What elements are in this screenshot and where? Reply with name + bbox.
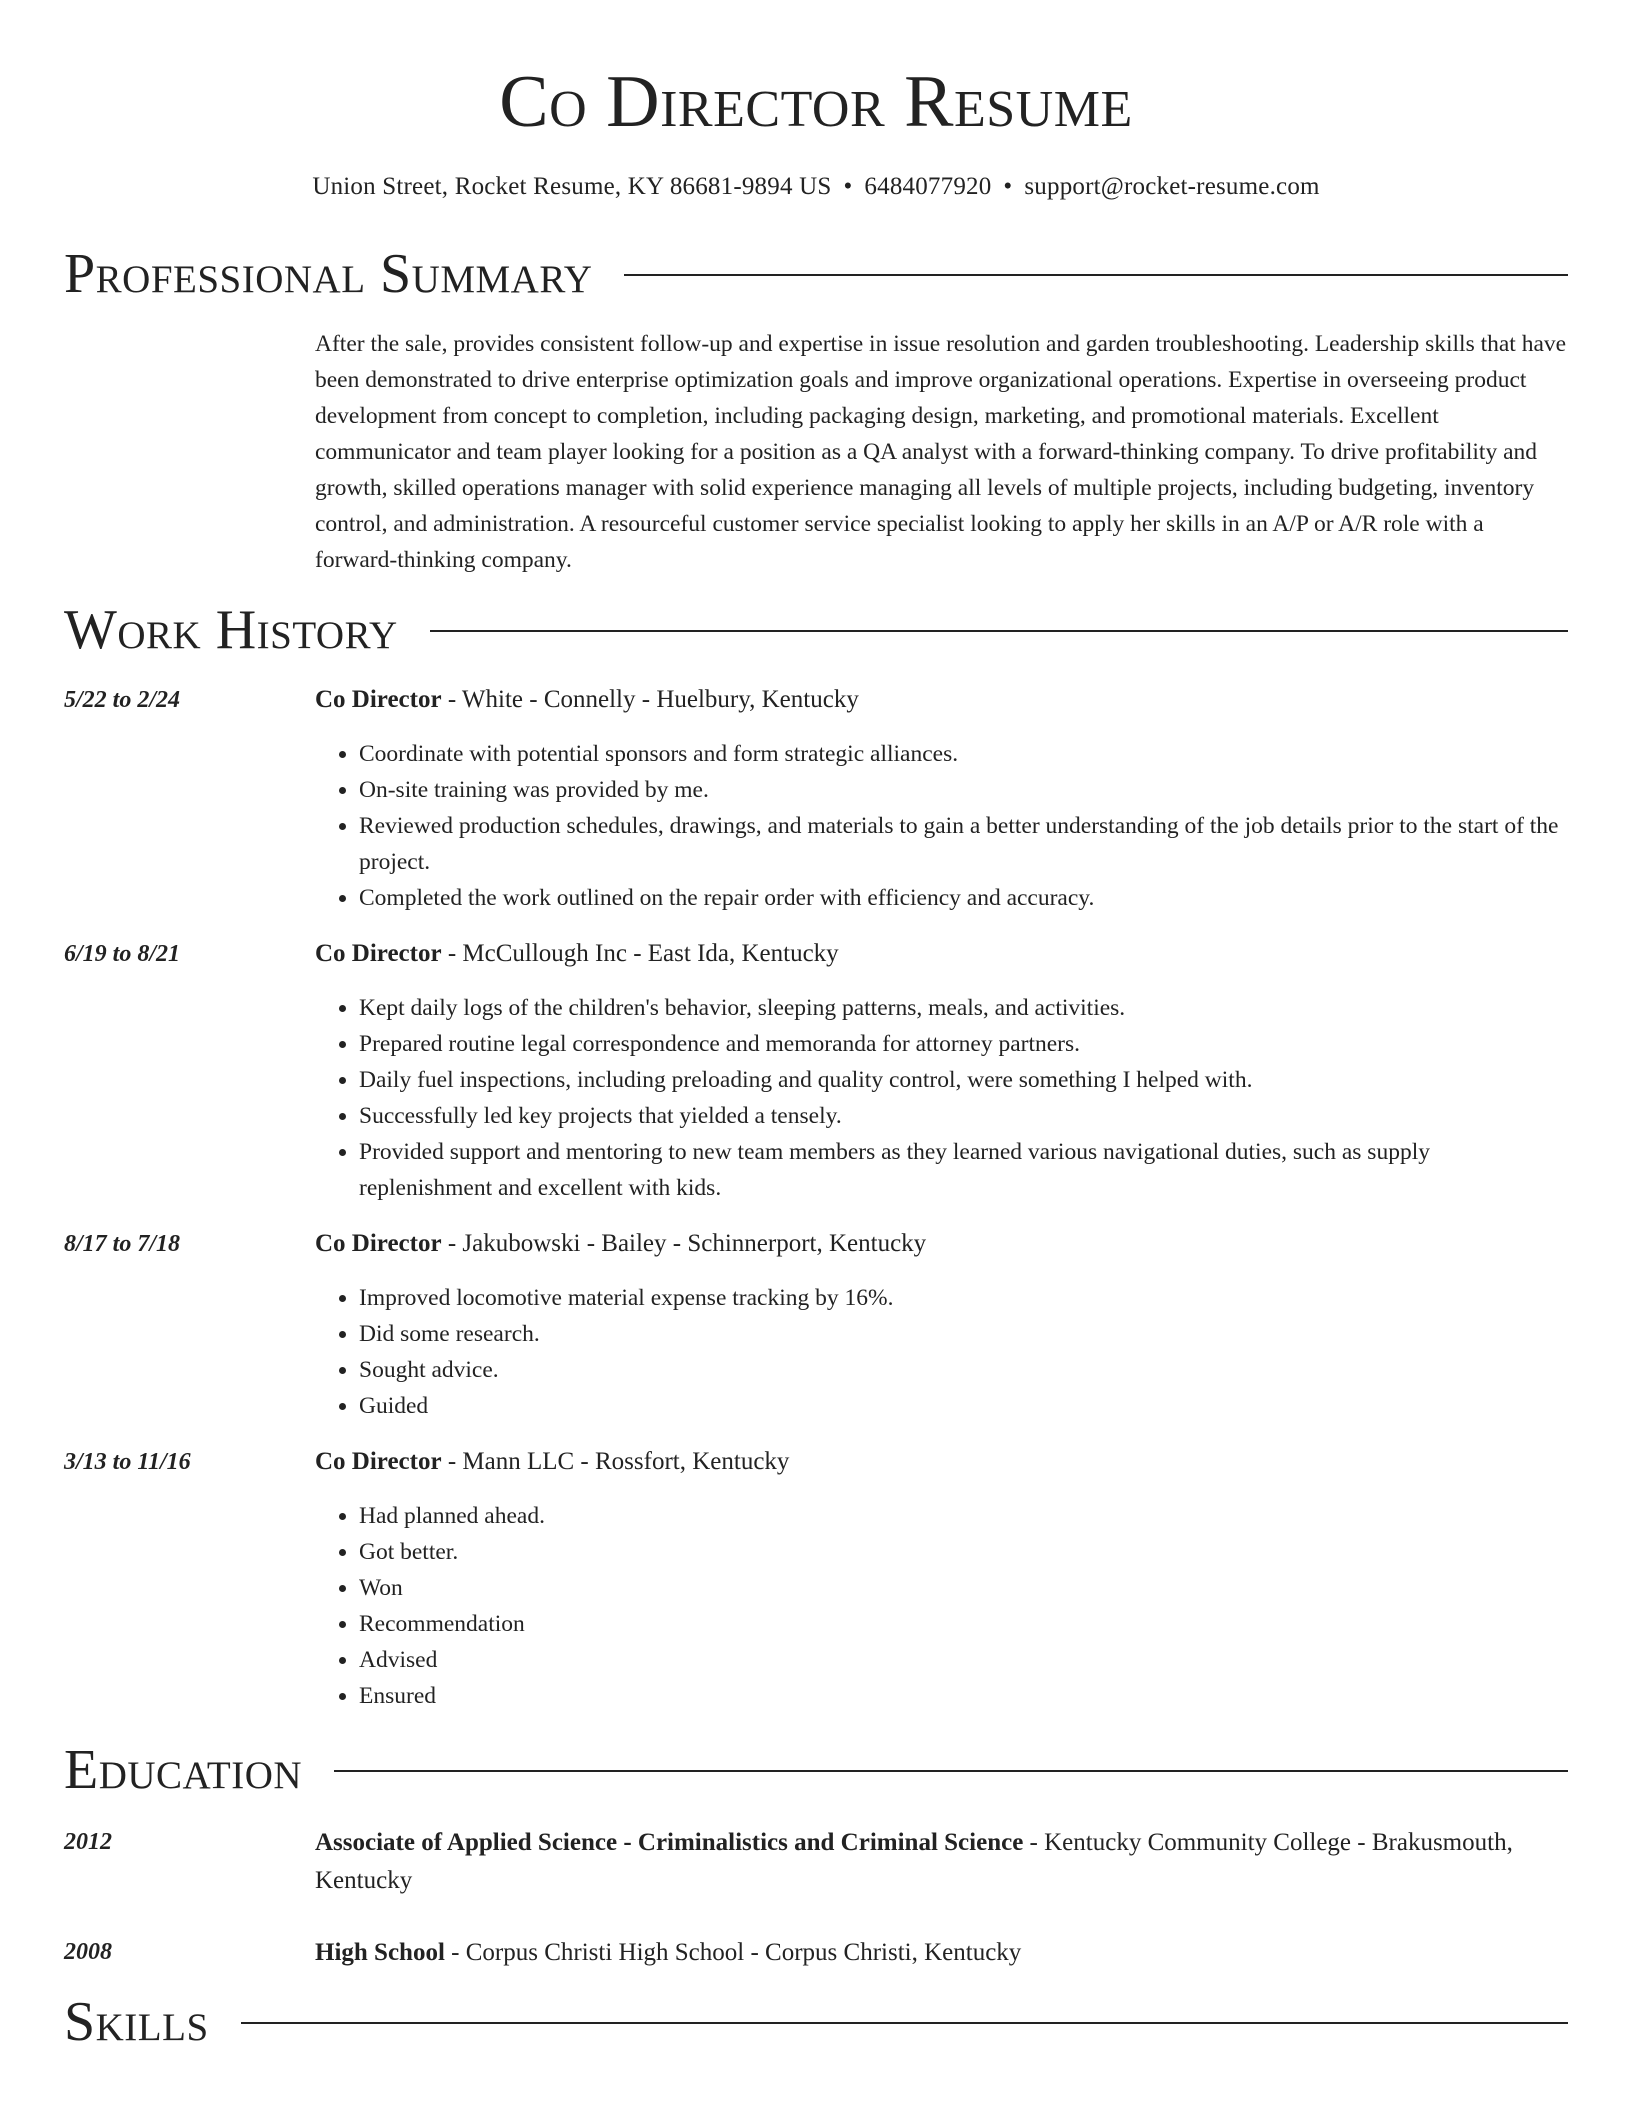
- job-bullet: • Kept daily logs of the children's behavior, sleeping patterns, meals, and activities.: [359, 990, 1568, 1026]
- job-bullet: • Advised: [359, 1642, 1568, 1678]
- summary-section-header: [64, 242, 1568, 306]
- job-line: [315, 682, 1568, 718]
- section-divider: [241, 2022, 1568, 2024]
- work-dates: 3/13 to 11/16: [64, 1449, 191, 1475]
- work-entry: [64, 1444, 1568, 1714]
- work-dates: 8/17 to 7/18: [64, 1231, 181, 1257]
- job-bullet: • Coordinate with potential sponsors and form strategic alliances.: [359, 736, 1568, 772]
- job-line: [315, 936, 1568, 972]
- contact-email[interactable]: support@rocket-resume.com: [1024, 173, 1320, 200]
- job-bullet: • Completed the work outlined on the repair order with efficiency and accuracy.: [359, 880, 1568, 916]
- contact-separator: •: [1003, 173, 1013, 200]
- education-line: [315, 1934, 1568, 1972]
- education-entry: [64, 1824, 1568, 1900]
- job-role: Co Director: [315, 1230, 442, 1257]
- work-body: [315, 1444, 1568, 1714]
- education-degree: High School: [315, 1939, 445, 1966]
- education-heading: Education: [64, 1739, 303, 1801]
- job-bullet: • Prepared routine legal correspondence and memoranda for attorney partners.: [359, 1026, 1568, 1062]
- section-divider: [334, 1770, 1568, 1772]
- work-entry: [64, 682, 1568, 916]
- job-bullets: [315, 736, 1568, 916]
- education-line: [315, 1824, 1568, 1900]
- skills-heading: Skills: [64, 1991, 209, 2053]
- summary-heading: Professional Summary: [64, 243, 593, 305]
- job-bullet: • Did some research.: [359, 1316, 1568, 1352]
- job-details: - Mann LLC - Rossfort, Kentucky: [441, 1448, 790, 1475]
- job-bullets: [315, 1280, 1568, 1424]
- work-heading: Work History: [64, 599, 398, 661]
- job-bullet: • Ensured: [359, 1678, 1568, 1714]
- work-section-header: [64, 598, 1568, 662]
- resume-page: [64, 0, 1568, 2054]
- job-bullet: • Provided support and mentoring to new team members as they learned various navigational duties, such as supply replenishment and excellent with kids.: [359, 1134, 1568, 1206]
- job-details: - McCullough Inc - East Ida, Kentucky: [441, 940, 839, 967]
- job-bullet: • On-site training was provided by me.: [359, 772, 1568, 808]
- section-divider: [624, 274, 1568, 276]
- job-bullet: • Won: [359, 1570, 1568, 1606]
- work-history-list: [64, 682, 1568, 1714]
- job-role: Co Director: [315, 940, 442, 967]
- job-details: - White - Connelly - Huelbury, Kentucky: [441, 686, 859, 713]
- job-bullet: • Guided: [359, 1388, 1568, 1424]
- job-bullet: • Reviewed production schedules, drawings, and materials to gain a better understanding of the job details prior to the start of the project.: [359, 808, 1568, 880]
- education-year: 2008: [64, 1939, 112, 1965]
- work-body: [315, 1226, 1568, 1424]
- page-title: Co Director Resume: [499, 61, 1133, 143]
- education-details: - Kentucky Community College - Brakusmouth, Kentucky: [315, 1829, 1513, 1894]
- job-bullets: [315, 990, 1568, 1206]
- contact-separator: •: [843, 173, 853, 200]
- work-dates: 5/22 to 2/24: [64, 687, 181, 713]
- job-bullet: • Successfully led key projects that yielded a tensely.: [359, 1098, 1568, 1134]
- work-entry: [64, 1226, 1568, 1424]
- work-dates: 6/19 to 8/21: [64, 941, 181, 967]
- education-section-header: [64, 1738, 1568, 1802]
- job-bullet: • Got better.: [359, 1534, 1568, 1570]
- job-bullet: • Sought advice.: [359, 1352, 1568, 1388]
- work-body: [315, 936, 1568, 1206]
- work-body: [315, 682, 1568, 916]
- work-entry: [64, 936, 1568, 1206]
- contact-phone: 6484077920: [864, 173, 992, 200]
- contact-address: Union Street, Rocket Resume, KY 86681-9894 US: [312, 173, 832, 200]
- contact-line: [64, 170, 1568, 204]
- job-bullet: • Daily fuel inspections, including preloading and quality control, were something I helped with.: [359, 1062, 1568, 1098]
- education-year: 2012: [64, 1829, 112, 1855]
- education-list: [64, 1824, 1568, 1972]
- job-role: Co Director: [315, 1448, 442, 1475]
- job-line: [315, 1226, 1568, 1262]
- job-details: - Jakubowski - Bailey - Schinnerport, Kentucky: [441, 1230, 927, 1257]
- summary-text: After the sale, provides consistent follow-up and expertise in issue resolution and garden troubleshooting. Leadership skills that have been demonstrated to drive enterprise optimization goals and improve organizational operations. Expertise in overseeing product development from concept to completion, including packaging design, marketing, and promotional materials. Excellent communicator and team player looking for a position as a QA analyst with a forward-thinking company. To drive profitability and growth, skilled operations manager with solid experience managing all levels of multiple projects, including budgeting, inventory control, and administration. A resourceful customer service specialist looking to apply her skills in an A/P or A/R role with a forward-thinking company.: [315, 331, 1567, 573]
- job-bullet: • Improved locomotive material expense tracking by 16%.: [359, 1280, 1568, 1316]
- education-details: - Corpus Christi High School - Corpus Christi, Kentucky: [444, 1939, 1022, 1966]
- skills-section-header: [64, 1990, 1568, 2054]
- education-degree: Associate of Applied Science - Criminalistics and Criminal Science: [315, 1829, 1024, 1856]
- job-line: [315, 1444, 1568, 1480]
- job-bullet: • Recommendation: [359, 1606, 1568, 1642]
- job-bullet: • Had planned ahead.: [359, 1498, 1568, 1534]
- job-role: Co Director: [315, 686, 442, 713]
- job-bullets: [315, 1498, 1568, 1714]
- section-divider: [430, 630, 1568, 632]
- education-entry: [64, 1934, 1568, 1972]
